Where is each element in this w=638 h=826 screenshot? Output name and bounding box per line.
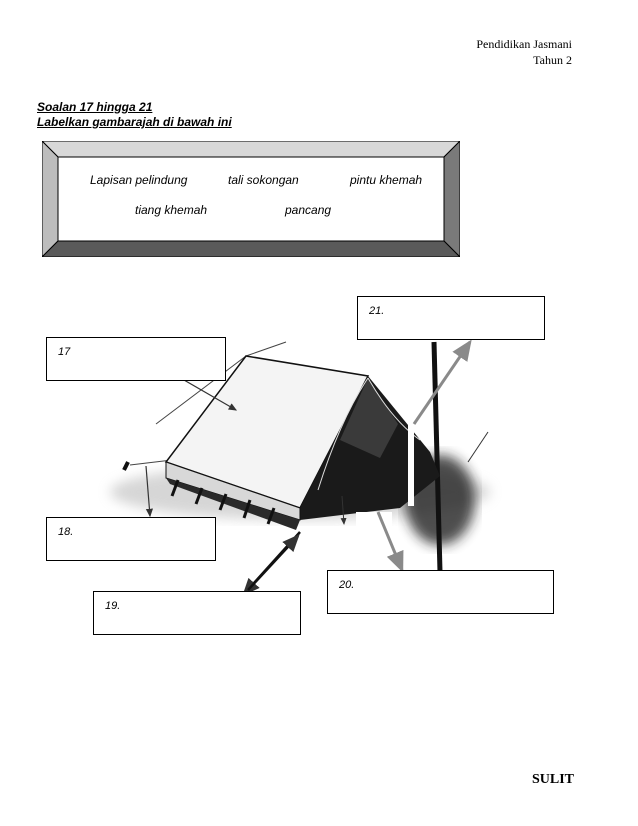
answer-box-20-label: 20. bbox=[339, 579, 355, 591]
answer-box-19[interactable] bbox=[93, 591, 301, 635]
word-bank-item: pintu khemah bbox=[350, 173, 423, 187]
answer-box-18[interactable] bbox=[46, 517, 216, 561]
word-bank-item: Lapisan pelindung bbox=[90, 173, 188, 187]
answer-box-17-label: 17 bbox=[58, 346, 71, 358]
answer-box-21[interactable] bbox=[357, 296, 545, 340]
answer-box-17[interactable] bbox=[46, 337, 226, 381]
answer-box-20[interactable] bbox=[327, 570, 554, 614]
sulit-mark: SULIT bbox=[531, 772, 574, 787]
word-bank-item: tali sokongan bbox=[228, 173, 299, 187]
answer-box-19-label: 19. bbox=[105, 600, 121, 612]
answer-box-18-label: 18. bbox=[58, 526, 74, 538]
word-bank-item: pancang bbox=[285, 203, 332, 217]
word-bank-item: tiang khemah bbox=[135, 203, 208, 217]
answer-box-21-label: 21. bbox=[369, 305, 385, 317]
question-range: Soalan 17 hingga 21 bbox=[37, 100, 153, 114]
question-instruction: Labelkan gambarajah di bawah ini bbox=[37, 115, 232, 129]
year-header: Tahun 2 bbox=[533, 53, 572, 67]
subject-header: Pendidikan Jasmani bbox=[476, 37, 572, 51]
